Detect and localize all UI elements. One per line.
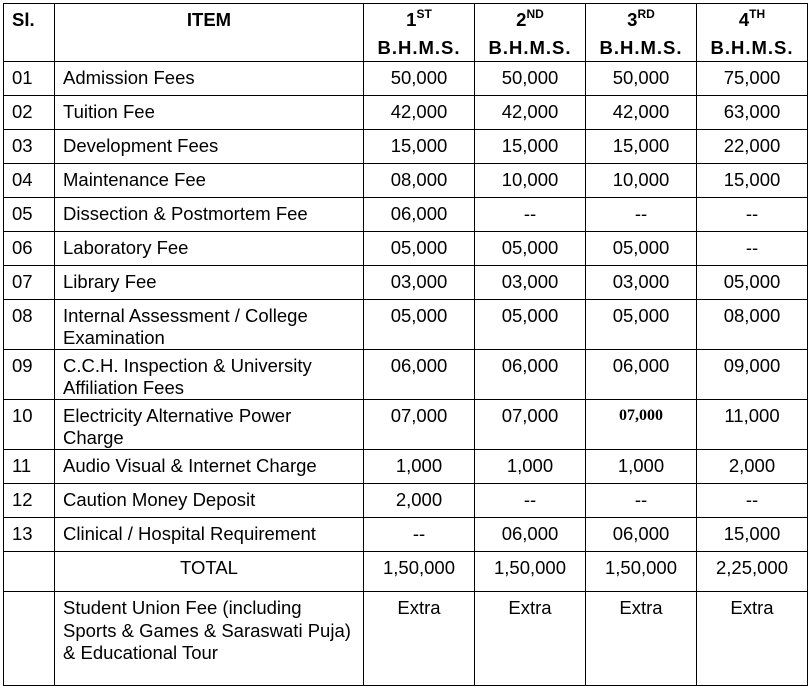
row-sl: 10 (4, 400, 55, 450)
row-year-2: 10,000 (475, 164, 586, 198)
row-sl: 02 (4, 96, 55, 130)
row-year-3: 05,000 (586, 232, 697, 266)
extra-item: Student Union Fee (including Sports & Games & Saraswati Puja) & Educational Tour (55, 592, 364, 686)
total-row (4, 552, 808, 592)
row-sl: 01 (4, 62, 55, 96)
row-year-3: 1,000 (586, 450, 697, 484)
row-year-3: 07,000 (586, 400, 697, 450)
header-year-3: 3RD B.H.M.S. (586, 4, 697, 62)
row-item: Clinical / Hospital Requirement (55, 518, 364, 552)
row-sl: 04 (4, 164, 55, 198)
row-item: Library Fee (55, 266, 364, 300)
fee-structure-table (3, 3, 808, 686)
total-sl-blank (4, 552, 55, 592)
row-year-1: 42,000 (364, 96, 475, 130)
header-item: ITEM (55, 4, 364, 62)
row-year-3: 42,000 (586, 96, 697, 130)
table-row (4, 96, 808, 130)
row-year-1: 07,000 (364, 400, 475, 450)
row-year-4: 63,000 (697, 96, 808, 130)
row-year-3: 06,000 (586, 350, 697, 400)
row-year-1: 1,000 (364, 450, 475, 484)
row-year-3: 50,000 (586, 62, 697, 96)
row-year-4: 22,000 (697, 130, 808, 164)
row-sl: 11 (4, 450, 55, 484)
row-year-2: 07,000 (475, 400, 586, 450)
row-sl: 06 (4, 232, 55, 266)
row-year-3: 10,000 (586, 164, 697, 198)
row-item: Maintenance Fee (55, 164, 364, 198)
total-label: TOTAL (55, 552, 364, 592)
table-row (4, 484, 808, 518)
row-year-1: 06,000 (364, 350, 475, 400)
table-row (4, 350, 808, 400)
total-year-1: 1,50,000 (364, 552, 475, 592)
row-year-2: 15,000 (475, 130, 586, 164)
extra-year-4: Extra (697, 592, 808, 686)
extra-year-2: Extra (475, 592, 586, 686)
row-year-4: -- (697, 232, 808, 266)
row-year-1: 50,000 (364, 62, 475, 96)
row-item: Development Fees (55, 130, 364, 164)
extra-year-1: Extra (364, 592, 475, 686)
row-year-2: 06,000 (475, 518, 586, 552)
row-year-1: 05,000 (364, 232, 475, 266)
row-year-2: 03,000 (475, 266, 586, 300)
row-year-4: 11,000 (697, 400, 808, 450)
row-year-1: 15,000 (364, 130, 475, 164)
row-year-3: 05,000 (586, 300, 697, 350)
extra-row (4, 592, 808, 686)
row-year-2: -- (475, 198, 586, 232)
row-sl: 03 (4, 130, 55, 164)
header-year-1: 1ST B.H.M.S. (364, 4, 475, 62)
row-year-2: 05,000 (475, 300, 586, 350)
row-year-3: 15,000 (586, 130, 697, 164)
extra-sl-blank (4, 592, 55, 686)
row-year-4: 15,000 (697, 164, 808, 198)
row-year-2: 50,000 (475, 62, 586, 96)
table-row (4, 400, 808, 450)
row-year-4: 75,000 (697, 62, 808, 96)
row-year-3: -- (586, 484, 697, 518)
row-year-1: 08,000 (364, 164, 475, 198)
table-row (4, 300, 808, 350)
row-item: Caution Money Deposit (55, 484, 364, 518)
row-year-3: 06,000 (586, 518, 697, 552)
row-year-4: 09,000 (697, 350, 808, 400)
row-year-2: 06,000 (475, 350, 586, 400)
row-sl: 07 (4, 266, 55, 300)
row-year-1: 05,000 (364, 300, 475, 350)
row-year-2: -- (475, 484, 586, 518)
table-row (4, 62, 808, 96)
table-row (4, 164, 808, 198)
row-year-3: 03,000 (586, 266, 697, 300)
row-item: Audio Visual & Internet Charge (55, 450, 364, 484)
row-year-3: -- (586, 198, 697, 232)
header-sl: Sl. (4, 4, 55, 62)
row-sl: 13 (4, 518, 55, 552)
total-year-4: 2,25,000 (697, 552, 808, 592)
header-year-4: 4TH B.H.M.S. (697, 4, 808, 62)
row-year-4: 05,000 (697, 266, 808, 300)
row-item: Electricity Alternative Power Charge (55, 400, 364, 450)
row-year-2: 05,000 (475, 232, 586, 266)
table-row (4, 232, 808, 266)
table-row (4, 266, 808, 300)
total-year-2: 1,50,000 (475, 552, 586, 592)
row-year-4: 08,000 (697, 300, 808, 350)
row-item: Tuition Fee (55, 96, 364, 130)
header-year-2: 2ND B.H.M.S. (475, 4, 586, 62)
row-sl: 05 (4, 198, 55, 232)
table-row (4, 198, 808, 232)
row-year-1: 2,000 (364, 484, 475, 518)
row-item: Laboratory Fee (55, 232, 364, 266)
table-row (4, 518, 808, 552)
row-sl: 08 (4, 300, 55, 350)
row-year-1: -- (364, 518, 475, 552)
row-item: Admission Fees (55, 62, 364, 96)
row-item: Dissection & Postmortem Fee (55, 198, 364, 232)
row-year-2: 1,000 (475, 450, 586, 484)
row-year-4: 2,000 (697, 450, 808, 484)
table-row (4, 450, 808, 484)
row-sl: 12 (4, 484, 55, 518)
table-row (4, 130, 808, 164)
row-year-4: 15,000 (697, 518, 808, 552)
row-year-1: 03,000 (364, 266, 475, 300)
total-year-3: 1,50,000 (586, 552, 697, 592)
row-item: C.C.H. Inspection & University Affiliation Fees (55, 350, 364, 400)
row-year-2: 42,000 (475, 96, 586, 130)
row-year-4: -- (697, 198, 808, 232)
header-row (4, 4, 808, 62)
row-item: Internal Assessment / College Examination (55, 300, 364, 350)
row-sl: 09 (4, 350, 55, 400)
row-year-1: 06,000 (364, 198, 475, 232)
row-year-4: -- (697, 484, 808, 518)
extra-year-3: Extra (586, 592, 697, 686)
